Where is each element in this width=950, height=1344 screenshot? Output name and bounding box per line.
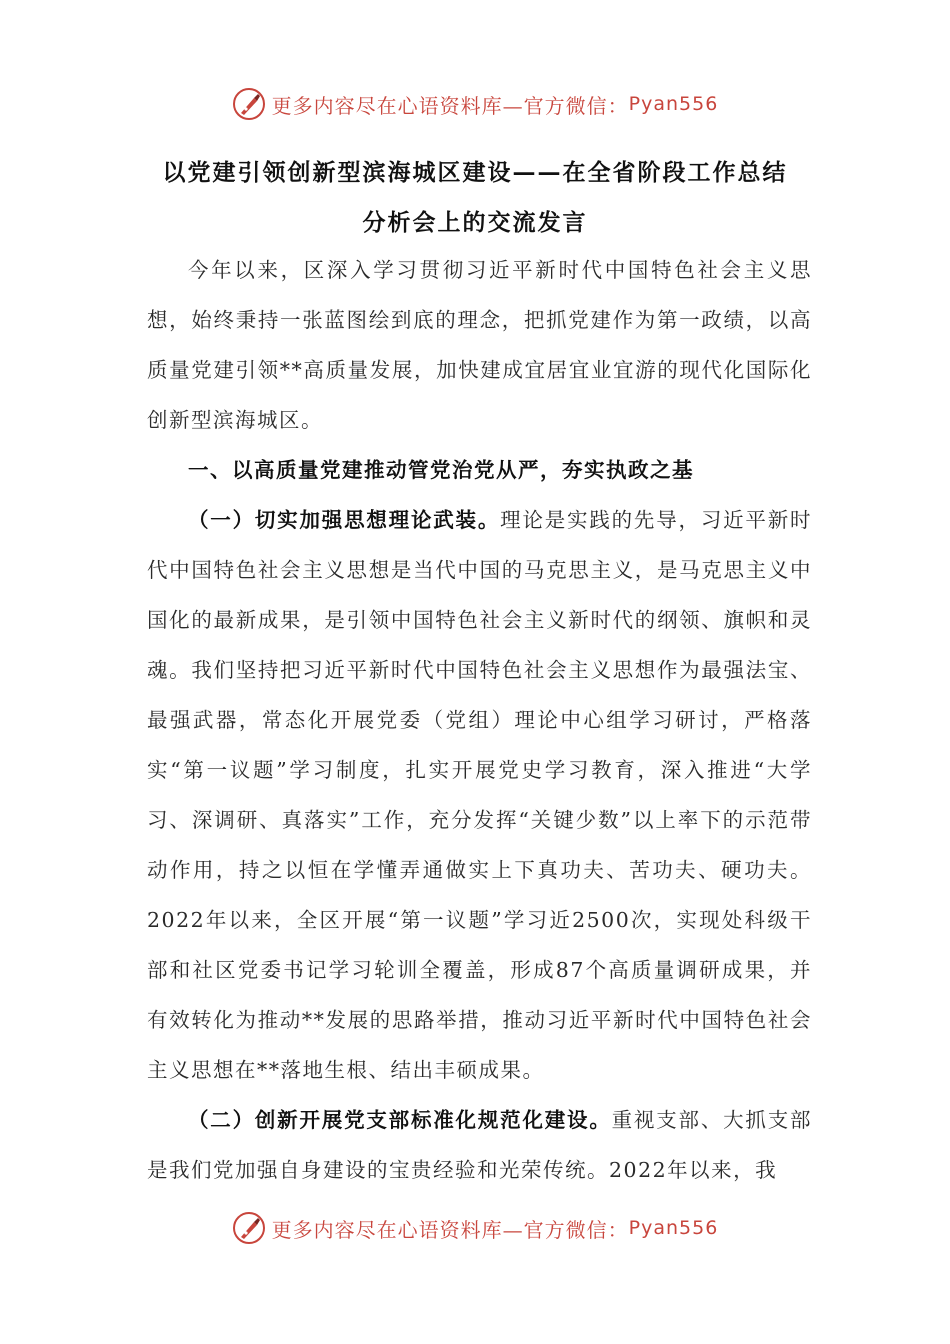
- section-heading-1: 一、以高质量党建推动管党治党从严，夯实执政之基: [188, 458, 694, 482]
- pen-nib-icon: [232, 1211, 266, 1245]
- subsection-2-text: 重视支部、大抓支部是我们党加强自身建设的宝贵经验和光荣传统。2022年以来，我: [147, 1108, 813, 1182]
- watermark-header: [0, 84, 950, 124]
- watermark-wechat-id: Pyan556: [628, 1217, 719, 1239]
- subsection-2: [147, 1095, 812, 1195]
- document-title-line-2: 分析会上的交流发言: [362, 209, 588, 236]
- document-title-line-1: 以党建引领创新型滨海城区建设——在全省阶段工作总结: [162, 159, 788, 186]
- subsection-1: [147, 495, 812, 1095]
- watermark-footer: [0, 1208, 950, 1248]
- subsection-2-heading: （二）创新开展党支部标准化规范化建设。: [188, 1108, 612, 1132]
- watermark-wechat-id: Pyan556: [628, 93, 719, 115]
- watermark-text: 更多内容尽在心语资料库—官方微信：: [271, 93, 629, 118]
- document-body: [147, 245, 812, 1195]
- subsection-1-heading: （一）切实加强思想理论武装。: [188, 508, 501, 532]
- intro-paragraph: 今年以来，区深入学习贯彻习近平新时代中国特色社会主义思想，始终秉持一张蓝图绘到底的理念，把抓党建作为第一政绩，以高质量党建引领**高质量发展，加快建成宜居宜业宜游的现代化国际化创新型滨海城区。: [147, 258, 812, 432]
- pen-nib-icon: [232, 87, 266, 121]
- subsection-1-text: 理论是实践的先导，习近平新时代中国特色社会主义思想是当代中国的马克思主义，是马克思主义中国化的最新成果，是引领中国特色社会主义新时代的纲领、旗帜和灵魂。我们坚持把习近平新时代中国特色社会主义思想作为最强法宝、最强武器，常态化开展党委（党组）理论中心组学习研讨，严格落实“第一议题”学习制度，扎实开展党史学习教育，深入推进“大学习、深调研、真落实”工作，充分发挥“关键少数”以上率下的示范带动作用，持之以恒在学懂弄通做实上下真功夫、苦功夫、硬功夫。2022年以来，全区开展“第一议题”学习近2500次，实现处科级干部和社区党委书记学习轮训全覆盖，形成87个高质量调研成果，并有效转化为推动**发展的思路举措，推动习近平新时代中国特色社会主义思想在**落地生根、结出丰硕成果。: [147, 508, 813, 1082]
- watermark-text: 更多内容尽在心语资料库—官方微信：: [271, 1217, 629, 1242]
